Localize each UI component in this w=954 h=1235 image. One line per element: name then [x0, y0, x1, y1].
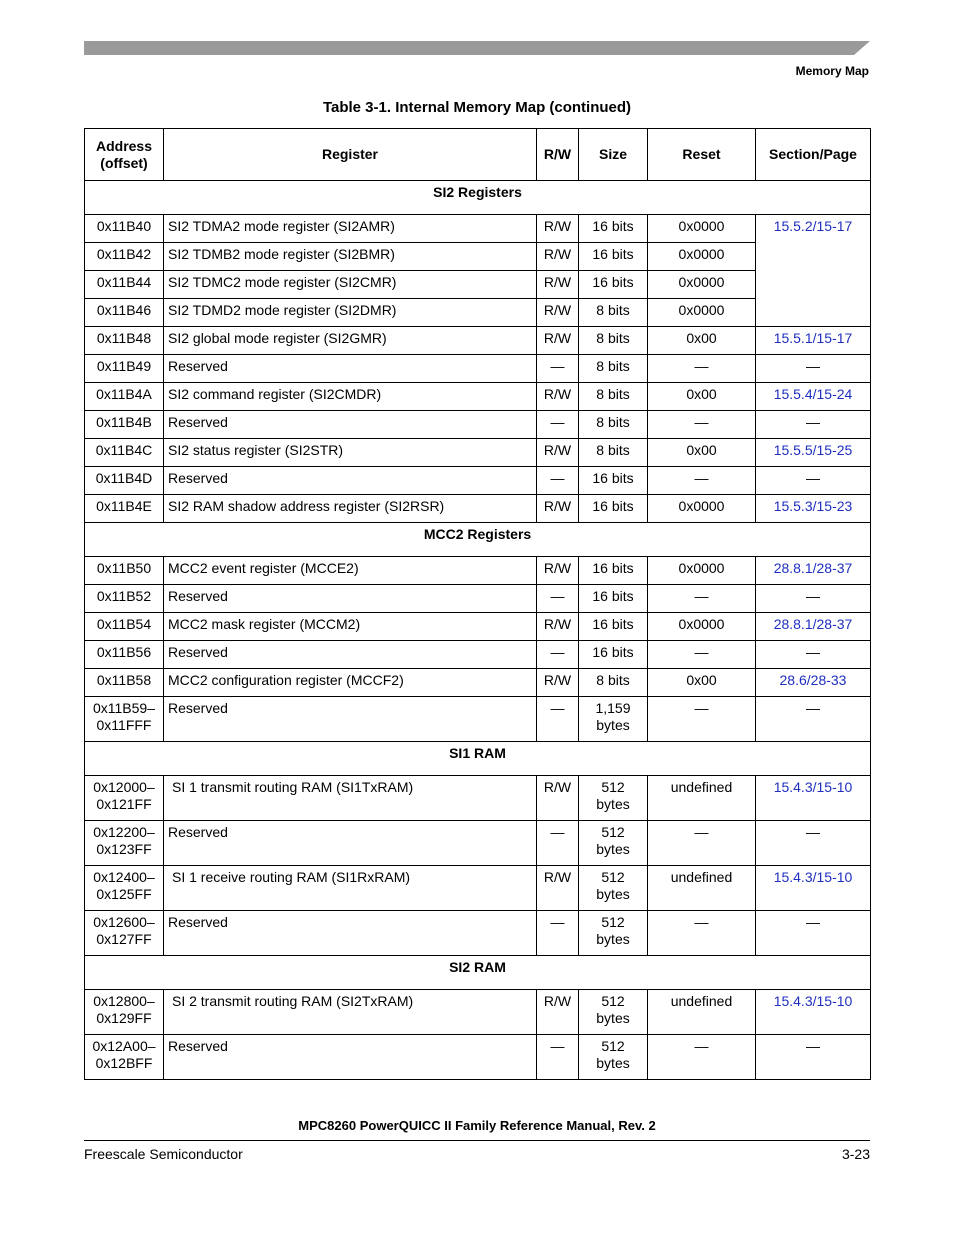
rw-cell: R/W: [537, 866, 579, 911]
size-cell: 16 bits: [579, 613, 648, 641]
register-cell: SI2 command register (SI2CMDR): [164, 383, 537, 411]
register-cell: MCC2 mask register (MCCM2): [164, 613, 537, 641]
table-header-row: [85, 129, 871, 181]
size-cell: 512 bytes: [579, 911, 648, 956]
section-cell: —: [756, 641, 871, 669]
reset-cell: 0x00: [648, 383, 756, 411]
address-cell: 0x11B48: [85, 327, 164, 355]
rw-cell: R/W: [537, 271, 579, 299]
table-row: [85, 411, 871, 439]
page-number: 3-23: [841, 1146, 870, 1162]
size-cell: 512 bytes: [579, 776, 648, 821]
address-cell: 0x11B50: [85, 557, 164, 585]
table-row: [85, 439, 871, 467]
rw-cell: R/W: [537, 383, 579, 411]
section-link[interactable]: 28.8.1/28-37: [756, 613, 871, 641]
size-cell: 16 bits: [579, 585, 648, 613]
register-cell: Reserved: [164, 697, 537, 742]
rw-cell: R/W: [537, 495, 579, 523]
register-cell: Reserved: [164, 1035, 537, 1080]
size-cell: 16 bits: [579, 467, 648, 495]
reset-cell: 0x0000: [648, 495, 756, 523]
company-name: Freescale Semiconductor: [84, 1146, 243, 1162]
section-cell: —: [756, 697, 871, 742]
rw-cell: —: [537, 467, 579, 495]
table-row: [85, 383, 871, 411]
reset-cell: —: [648, 641, 756, 669]
rw-cell: R/W: [537, 327, 579, 355]
size-cell: 16 bits: [579, 271, 648, 299]
reset-cell: —: [648, 821, 756, 866]
section-cell: —: [756, 1035, 871, 1080]
table-row: [85, 1035, 871, 1080]
size-cell: 8 bits: [579, 299, 648, 327]
address-cell: 0x11B44: [85, 271, 164, 299]
section-cell: —: [756, 411, 871, 439]
address-cell: 0x11B56: [85, 641, 164, 669]
section-link[interactable]: 15.4.3/15-10: [756, 776, 871, 821]
reset-cell: 0x0000: [648, 243, 756, 271]
register-cell: SI 1 receive routing RAM (SI1RxRAM): [164, 866, 537, 911]
section-cell: —: [756, 911, 871, 956]
reset-cell: undefined: [648, 866, 756, 911]
address-cell: 0x11B4D: [85, 467, 164, 495]
size-cell: 512 bytes: [579, 821, 648, 866]
register-cell: Reserved: [164, 411, 537, 439]
table-title: Table 3-1. Internal Memory Map (continued): [322, 99, 632, 116]
rw-cell: R/W: [537, 299, 579, 327]
table-row: [85, 990, 871, 1035]
reset-cell: 0x0000: [648, 613, 756, 641]
header-bar: [84, 41, 870, 55]
col-header-reset: Reset: [648, 129, 756, 181]
reset-cell: —: [648, 697, 756, 742]
reset-cell: 0x00: [648, 669, 756, 697]
table-row: [85, 327, 871, 355]
section-row: [85, 523, 871, 557]
address-cell: 0x12400– 0x125FF: [85, 866, 164, 911]
reset-cell: —: [648, 585, 756, 613]
rw-cell: —: [537, 821, 579, 866]
size-cell: 16 bits: [579, 641, 648, 669]
address-cell: 0x11B54: [85, 613, 164, 641]
rw-cell: R/W: [537, 669, 579, 697]
section-row: [85, 181, 871, 215]
col-header-register: Register: [164, 129, 537, 181]
table-row: [85, 697, 871, 742]
register-cell: Reserved: [164, 911, 537, 956]
register-cell: SI2 global mode register (SI2GMR): [164, 327, 537, 355]
rw-cell: —: [537, 585, 579, 613]
address-cell: 0x11B58: [85, 669, 164, 697]
rw-cell: —: [537, 911, 579, 956]
section-link[interactable]: 15.5.4/15-24: [756, 383, 871, 411]
table-row: [85, 776, 871, 821]
size-cell: 8 bits: [579, 669, 648, 697]
size-cell: 8 bits: [579, 411, 648, 439]
reset-cell: —: [648, 411, 756, 439]
size-cell: 16 bits: [579, 495, 648, 523]
section-link[interactable]: 15.5.2/15-17: [756, 215, 871, 327]
register-cell: SI2 RAM shadow address register (SI2RSR): [164, 495, 537, 523]
address-cell: 0x11B4E: [85, 495, 164, 523]
table-row: [85, 613, 871, 641]
register-cell: Reserved: [164, 641, 537, 669]
size-cell: 16 bits: [579, 243, 648, 271]
size-cell: 8 bits: [579, 355, 648, 383]
table-row: [85, 495, 871, 523]
reset-cell: 0x0000: [648, 215, 756, 243]
rw-cell: R/W: [537, 613, 579, 641]
register-cell: Reserved: [164, 467, 537, 495]
table-row: [85, 271, 871, 299]
size-cell: 512 bytes: [579, 990, 648, 1035]
table-row: [85, 557, 871, 585]
table-row: [85, 355, 871, 383]
register-cell: SI2 TDMC2 mode register (SI2CMR): [164, 271, 537, 299]
rw-cell: —: [537, 1035, 579, 1080]
address-cell: 0x11B42: [85, 243, 164, 271]
rw-cell: —: [537, 355, 579, 383]
section-link[interactable]: 28.8.1/28-37: [756, 557, 871, 585]
reset-cell: 0x0000: [648, 557, 756, 585]
col-header-section: Section/Page: [756, 129, 871, 181]
rw-cell: —: [537, 411, 579, 439]
section-link[interactable]: 15.5.3/15-23: [756, 495, 871, 523]
address-cell: 0x11B40: [85, 215, 164, 243]
table-row: [85, 215, 871, 243]
section-row: [85, 742, 871, 776]
register-cell: SI 1 transmit routing RAM (SI1TxRAM): [164, 776, 537, 821]
register-cell: SI2 status register (SI2STR): [164, 439, 537, 467]
section-si2-registers: SI2 Registers: [85, 181, 871, 215]
address-cell: 0x11B52: [85, 585, 164, 613]
address-cell: 0x11B49: [85, 355, 164, 383]
table-row: [85, 467, 871, 495]
section-link[interactable]: 15.4.3/15-10: [756, 866, 871, 911]
table-row: [85, 669, 871, 697]
section-row: [85, 956, 871, 990]
reset-cell: 0x0000: [648, 271, 756, 299]
section-si2-ram: SI2 RAM: [85, 956, 871, 990]
register-cell: SI2 TDMA2 mode register (SI2AMR): [164, 215, 537, 243]
reset-cell: 0x00: [648, 439, 756, 467]
section-link[interactable]: 15.4.3/15-10: [756, 990, 871, 1035]
address-cell: 0x12800– 0x129FF: [85, 990, 164, 1035]
table-row: [85, 821, 871, 866]
rw-cell: R/W: [537, 990, 579, 1035]
size-cell: 1,159 bytes: [579, 697, 648, 742]
reset-cell: —: [648, 1035, 756, 1080]
address-cell: 0x12000– 0x121FF: [85, 776, 164, 821]
address-cell: 0x12600– 0x127FF: [85, 911, 164, 956]
register-cell: MCC2 event register (MCCE2): [164, 557, 537, 585]
section-cell: —: [756, 821, 871, 866]
address-cell: 0x11B59– 0x11FFF: [85, 697, 164, 742]
address-cell: 0x11B4C: [85, 439, 164, 467]
address-cell: 0x11B4A: [85, 383, 164, 411]
section-cell: —: [756, 355, 871, 383]
rw-cell: R/W: [537, 776, 579, 821]
table-row: [85, 911, 871, 956]
section-cell: —: [756, 467, 871, 495]
reset-cell: —: [648, 355, 756, 383]
section-link[interactable]: 15.5.1/15-17: [756, 327, 871, 355]
table-row: [85, 243, 871, 271]
section-mcc2-registers: MCC2 Registers: [85, 523, 871, 557]
address-cell: 0x12200– 0x123FF: [85, 821, 164, 866]
table-row: [85, 866, 871, 911]
register-cell: Reserved: [164, 355, 537, 383]
reset-cell: —: [648, 467, 756, 495]
col-header-size: Size: [579, 129, 648, 181]
size-cell: 8 bits: [579, 439, 648, 467]
rw-cell: R/W: [537, 215, 579, 243]
size-cell: 16 bits: [579, 215, 648, 243]
size-cell: 16 bits: [579, 557, 648, 585]
section-si1-ram: SI1 RAM: [85, 742, 871, 776]
register-cell: SI 2 transmit routing RAM (SI2TxRAM): [164, 990, 537, 1035]
memory-map-table: [84, 128, 871, 1080]
reset-cell: undefined: [648, 776, 756, 821]
section-cell: —: [756, 585, 871, 613]
size-cell: 8 bits: [579, 383, 648, 411]
register-cell: SI2 TDMD2 mode register (SI2DMR): [164, 299, 537, 327]
register-cell: Reserved: [164, 821, 537, 866]
rw-cell: R/W: [537, 243, 579, 271]
table-row: [85, 299, 871, 327]
reset-cell: —: [648, 911, 756, 956]
running-head: Memory Map: [795, 64, 869, 78]
footer-divider: [84, 1140, 870, 1141]
register-cell: Reserved: [164, 585, 537, 613]
register-cell: SI2 TDMB2 mode register (SI2BMR): [164, 243, 537, 271]
rw-cell: R/W: [537, 439, 579, 467]
rw-cell: —: [537, 697, 579, 742]
table-row: [85, 641, 871, 669]
section-link[interactable]: 28.6/28-33: [756, 669, 871, 697]
size-cell: 8 bits: [579, 327, 648, 355]
reset-cell: undefined: [648, 990, 756, 1035]
reset-cell: 0x00: [648, 327, 756, 355]
col-header-address: Address (offset): [85, 129, 164, 181]
rw-cell: —: [537, 641, 579, 669]
size-cell: 512 bytes: [579, 1035, 648, 1080]
size-cell: 512 bytes: [579, 866, 648, 911]
address-cell: 0x11B4B: [85, 411, 164, 439]
register-cell: MCC2 configuration register (MCCF2): [164, 669, 537, 697]
rw-cell: R/W: [537, 557, 579, 585]
address-cell: 0x11B46: [85, 299, 164, 327]
table-row: [85, 585, 871, 613]
col-header-rw: R/W: [537, 129, 579, 181]
address-cell: 0x12A00– 0x12BFF: [85, 1035, 164, 1080]
manual-title: MPC8260 PowerQUICC II Family Reference Manual, Rev. 2: [298, 1118, 656, 1133]
reset-cell: 0x0000: [648, 299, 756, 327]
section-link[interactable]: 15.5.5/15-25: [756, 439, 871, 467]
